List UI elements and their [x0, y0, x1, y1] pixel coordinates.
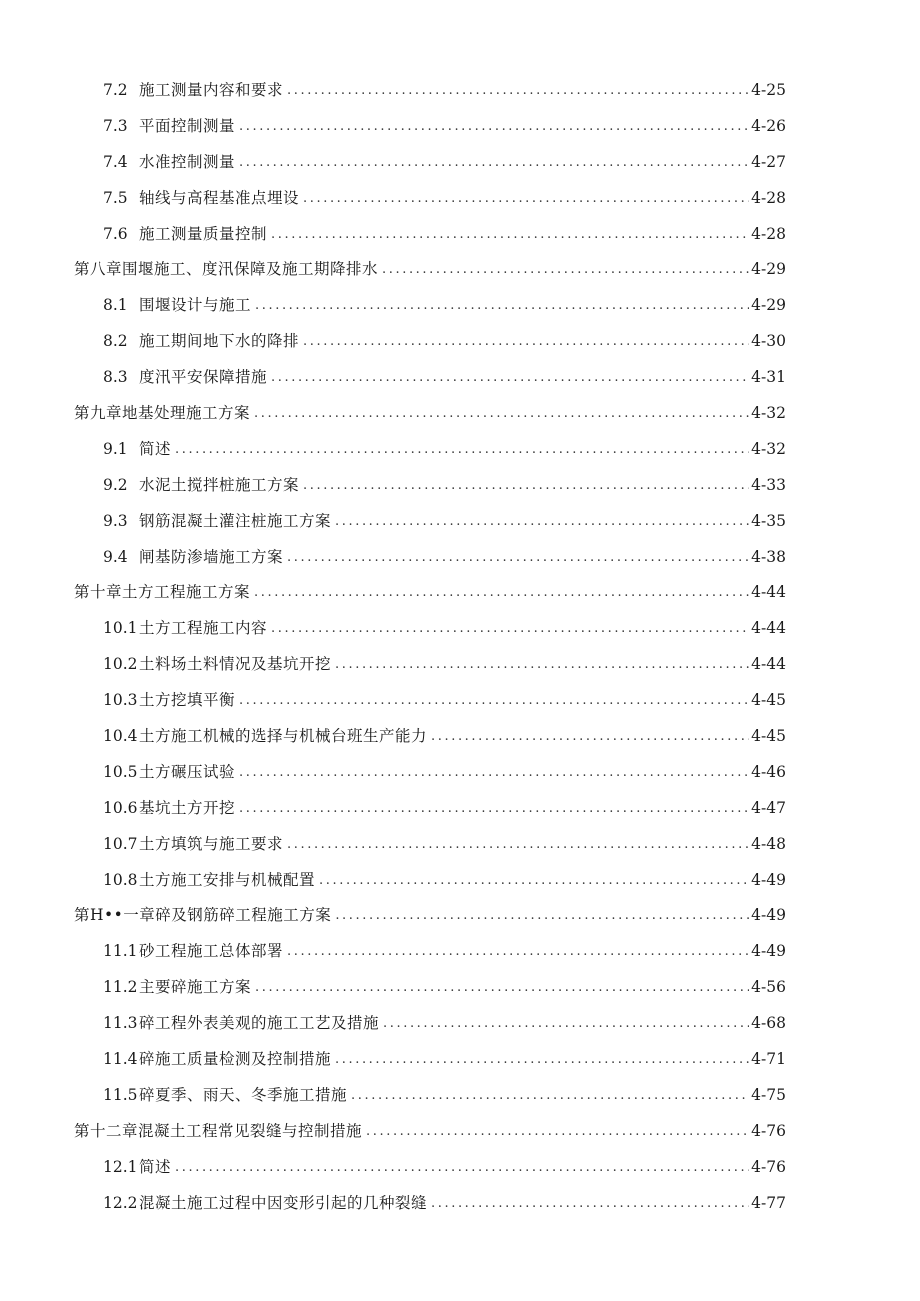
toc-entry-title: 施工期间地下水的降排 — [139, 332, 300, 351]
dot-leader — [287, 81, 784, 101]
dot-leader — [382, 260, 784, 280]
dot-leader — [255, 296, 784, 316]
toc-entry-title: 土方施工安排与机械配置 — [139, 870, 316, 889]
table-of-contents — [0, 72, 920, 1221]
toc-section-entry[interactable] — [0, 610, 920, 646]
toc-section-entry[interactable] — [0, 1005, 920, 1041]
toc-entry-number: 12.2 — [103, 1193, 138, 1212]
toc-entry-title: 水泥土搅拌桩施工方案 — [139, 475, 300, 494]
toc-entry-number: 8.2 — [103, 332, 128, 351]
toc-section-entry[interactable] — [0, 503, 920, 539]
toc-section-entry[interactable] — [0, 323, 920, 359]
toc-entry-page-number: 4-29 — [751, 296, 786, 315]
toc-entry-page-number: 4-75 — [751, 1085, 786, 1104]
toc-entry-number: 9.2 — [103, 475, 128, 494]
toc-section-entry[interactable] — [0, 431, 920, 467]
dot-leader — [287, 835, 784, 855]
dot-leader — [271, 368, 784, 388]
dot-leader — [335, 512, 784, 532]
toc-entry-number: 11.5 — [103, 1085, 138, 1104]
toc-section-entry[interactable] — [0, 1077, 920, 1113]
toc-chapter-entry[interactable] — [0, 1113, 920, 1149]
dot-leader — [431, 1194, 784, 1214]
dot-leader — [271, 619, 784, 639]
dot-leader — [254, 583, 784, 603]
dot-leader — [335, 655, 784, 675]
toc-entry-page-number: 4-47 — [751, 798, 786, 817]
toc-entry-title: 土方挖填平衡 — [139, 691, 236, 710]
toc-entry-page-number: 4-48 — [751, 834, 786, 853]
toc-entry-number: 10.2 — [103, 655, 138, 674]
toc-entry-page-number: 4-49 — [751, 942, 786, 961]
toc-entry-title: 碎夏季、雨天、冬季施工措施 — [139, 1085, 348, 1104]
toc-entry-page-number: 4-30 — [751, 332, 786, 351]
dot-leader — [287, 548, 784, 568]
toc-entry-title: 土料场土料情况及基坑开挖 — [139, 655, 332, 674]
toc-entry-number: 10.3 — [103, 691, 138, 710]
toc-entry-number: 7.2 — [103, 80, 128, 99]
toc-entry-title: 混凝土施工过程中因变形引起的几种裂缝 — [139, 1193, 428, 1212]
toc-entry-page-number: 4-35 — [751, 511, 786, 530]
toc-entry-title: 第八章围堰施工、度汛保障及施工期降排水 — [74, 260, 379, 279]
toc-entry-page-number: 4-32 — [751, 403, 786, 422]
toc-entry-title: 围堰设计与施工 — [139, 296, 252, 315]
dot-leader — [303, 332, 784, 352]
toc-chapter-entry[interactable] — [0, 897, 920, 933]
dot-leader — [383, 1014, 784, 1034]
toc-entry-page-number: 4-28 — [751, 224, 786, 243]
toc-entry-number: 11.3 — [103, 1014, 138, 1033]
toc-entry-page-number: 4-44 — [751, 619, 786, 638]
toc-entry-page-number: 4-33 — [751, 475, 786, 494]
toc-entry-page-number: 4-68 — [751, 1014, 786, 1033]
toc-entry-number: 10.8 — [103, 870, 138, 889]
toc-entry-title: 碎施工质量检测及控制措施 — [139, 1049, 332, 1068]
toc-section-entry[interactable] — [0, 754, 920, 790]
toc-entry-title: 土方填筑与施工要求 — [139, 834, 284, 853]
toc-entry-title: 土方碾压试验 — [139, 762, 236, 781]
toc-entry-page-number: 4-46 — [751, 762, 786, 781]
toc-entry-page-number: 4-49 — [751, 906, 786, 925]
toc-section-entry[interactable] — [0, 108, 920, 144]
toc-entry-title: 简述 — [139, 439, 172, 458]
dot-leader — [287, 942, 784, 962]
toc-entry-number: 11.2 — [103, 978, 138, 997]
toc-entry-page-number: 4-76 — [751, 1121, 786, 1140]
toc-entry-title: 度汛平安保障措施 — [139, 368, 268, 387]
toc-section-entry[interactable] — [0, 144, 920, 180]
dot-leader — [175, 1158, 784, 1178]
dot-leader — [431, 727, 784, 747]
toc-section-entry[interactable] — [0, 1185, 920, 1221]
toc-entry-number: 12.1 — [103, 1157, 138, 1176]
toc-section-entry[interactable] — [0, 862, 920, 898]
dot-leader — [303, 189, 784, 209]
toc-entry-title: 土方施工机械的选择与机械台班生产能力 — [139, 726, 428, 745]
toc-entry-title: 砂工程施工总体部署 — [139, 942, 284, 961]
toc-entry-page-number: 4-56 — [751, 978, 786, 997]
toc-entry-page-number: 4-26 — [751, 116, 786, 135]
toc-entry-title: 水准控制测量 — [139, 152, 236, 171]
toc-entry-title: 闸基防渗墙施工方案 — [139, 547, 284, 566]
toc-entry-number: 9.4 — [103, 547, 128, 566]
toc-entry-title: 碎工程外表美观的施工工艺及措施 — [139, 1014, 380, 1033]
toc-entry-number: 10.4 — [103, 726, 138, 745]
toc-entry-page-number: 4-25 — [751, 80, 786, 99]
toc-entry-title: 平面控制测量 — [139, 116, 236, 135]
toc-entry-number: 7.6 — [103, 224, 128, 243]
toc-entry-title: 主要碎施工方案 — [139, 978, 252, 997]
toc-entry-page-number: 4-71 — [751, 1049, 786, 1068]
toc-entry-number: 10.5 — [103, 762, 138, 781]
toc-entry-number: 10.1 — [103, 619, 138, 638]
toc-section-entry[interactable] — [0, 467, 920, 503]
toc-entry-title: 施工测量质量控制 — [139, 224, 268, 243]
toc-entry-page-number: 4-27 — [751, 152, 786, 171]
toc-entry-title: 第十章土方工程施工方案 — [74, 583, 251, 602]
toc-entry-page-number: 4-29 — [751, 260, 786, 279]
toc-entry-title: 轴线与高程基准点埋设 — [139, 188, 300, 207]
toc-section-entry[interactable] — [0, 287, 920, 323]
dot-leader — [335, 1050, 784, 1070]
toc-chapter-entry[interactable] — [0, 395, 920, 431]
toc-entry-page-number: 4-77 — [751, 1193, 786, 1212]
toc-entry-page-number: 4-45 — [751, 691, 786, 710]
dot-leader — [239, 117, 784, 137]
toc-section-entry[interactable] — [0, 72, 920, 108]
toc-section-entry[interactable] — [0, 216, 920, 252]
dot-leader — [303, 476, 784, 496]
dot-leader — [239, 763, 784, 783]
toc-entry-number: 10.7 — [103, 834, 138, 853]
dot-leader — [351, 1086, 784, 1106]
toc-section-entry[interactable] — [0, 682, 920, 718]
toc-entry-page-number: 4-76 — [751, 1157, 786, 1176]
toc-section-entry[interactable] — [0, 1149, 920, 1185]
toc-section-entry[interactable] — [0, 1041, 920, 1077]
toc-section-entry[interactable] — [0, 646, 920, 682]
toc-entry-number: 11.4 — [103, 1049, 138, 1068]
toc-entry-number: 10.6 — [103, 798, 138, 817]
toc-entry-page-number: 4-28 — [751, 188, 786, 207]
toc-entry-page-number: 4-38 — [751, 547, 786, 566]
toc-entry-number: 7.5 — [103, 188, 128, 207]
toc-entry-title: 土方工程施工内容 — [139, 619, 268, 638]
dot-leader — [239, 691, 784, 711]
toc-entry-title: 第十二章混凝土工程常见裂缝与控制措施 — [74, 1121, 363, 1140]
toc-entry-number: 7.4 — [103, 152, 128, 171]
toc-entry-page-number: 4-45 — [751, 726, 786, 745]
dot-leader — [175, 440, 784, 460]
toc-entry-title: 简述 — [139, 1157, 172, 1176]
toc-entry-title: 第H••一章碎及钢筋碎工程施工方案 — [74, 906, 332, 925]
toc-entry-title: 第九章地基处理施工方案 — [74, 403, 251, 422]
toc-chapter-entry[interactable] — [0, 574, 920, 610]
toc-entry-page-number: 4-44 — [751, 655, 786, 674]
toc-section-entry[interactable] — [0, 718, 920, 754]
toc-chapter-entry[interactable] — [0, 251, 920, 287]
toc-entry-number: 11.1 — [103, 942, 138, 961]
toc-section-entry[interactable] — [0, 790, 920, 826]
toc-entry-number: 8.3 — [103, 368, 128, 387]
dot-leader — [335, 906, 784, 926]
toc-entry-number: 8.1 — [103, 296, 128, 315]
dot-leader — [254, 404, 784, 424]
toc-section-entry[interactable] — [0, 359, 920, 395]
dot-leader — [239, 799, 784, 819]
dot-leader — [366, 1122, 784, 1142]
dot-leader — [255, 978, 784, 998]
toc-section-entry[interactable] — [0, 969, 920, 1005]
dot-leader — [271, 225, 784, 245]
dot-leader — [319, 871, 784, 891]
toc-entry-page-number: 4-44 — [751, 583, 786, 602]
toc-entry-page-number: 4-49 — [751, 870, 786, 889]
toc-entry-page-number: 4-31 — [751, 368, 786, 387]
toc-section-entry[interactable] — [0, 933, 920, 969]
toc-entry-title: 钢筋混凝土灌注桩施工方案 — [139, 511, 332, 530]
toc-section-entry[interactable] — [0, 826, 920, 862]
toc-section-entry[interactable] — [0, 539, 920, 575]
toc-entry-title: 基坑土方开挖 — [139, 798, 236, 817]
toc-entry-title: 施工测量内容和要求 — [139, 80, 284, 99]
toc-entry-page-number: 4-32 — [751, 439, 786, 458]
toc-entry-number: 9.3 — [103, 511, 128, 530]
toc-section-entry[interactable] — [0, 180, 920, 216]
toc-entry-number: 9.1 — [103, 439, 128, 458]
toc-entry-number: 7.3 — [103, 116, 128, 135]
dot-leader — [239, 153, 784, 173]
